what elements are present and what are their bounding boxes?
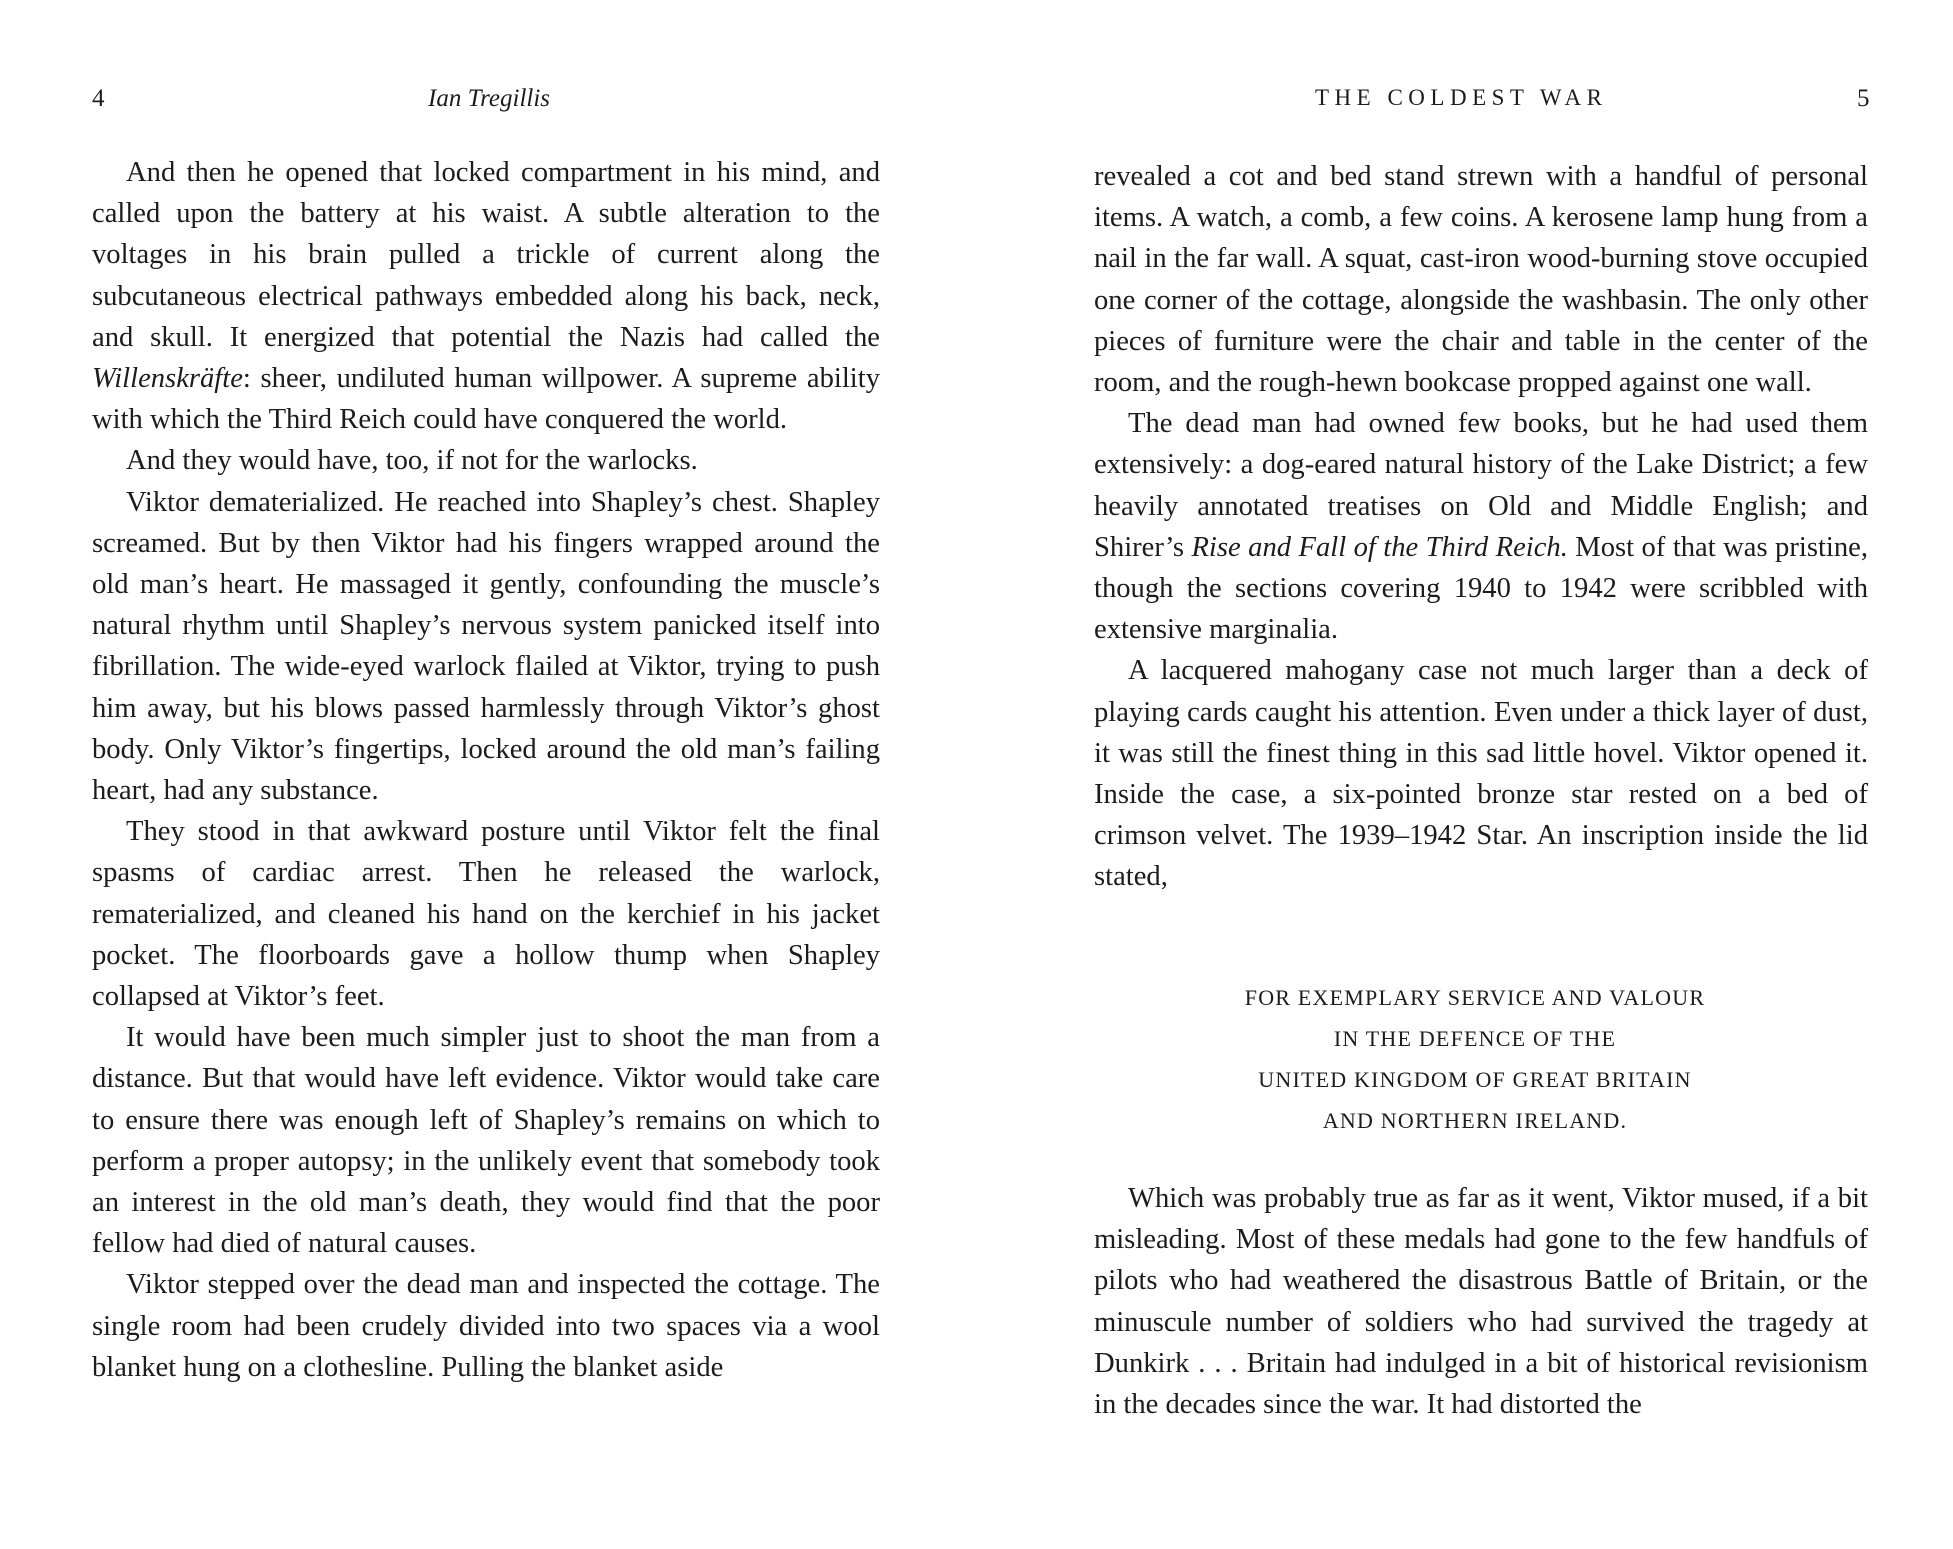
text-run: And then he opened that locked compartment in his mind, and called upon the battery at his waist. A subtle alteration to the voltages in his brain pulled a trickle of current along the subcutaneous electrical pathways embedded along his back, neck, and skull. It energized that potential the Nazis had called the xyxy=(92,157,880,353)
left-page xyxy=(0,0,976,1549)
inscription-line: IN THE DEFENCE OF THE xyxy=(1333,1026,1617,1051)
right-running-head: THE COLDEST WAR xyxy=(1315,85,1608,110)
paragraph xyxy=(92,811,880,1017)
right-body-text-bottom xyxy=(1094,1178,1868,1425)
paragraph xyxy=(92,482,880,812)
text-run: Viktor dematerialized. He reached into Shapley’s chest. Shapley screamed. But by then Viktor had his fingers wrapped around the old man’s heart. He massaged it gently, confounding the muscle’s natural rhythm until Shapley’s nervous system panicked itself into fibrillation. The wide-eyed warlock flailed at Viktor, trying to push him away, but his blows passed harmlessly through Viktor’s ghost body. Only Viktor’s fingertips, locked around the old man’s failing heart, had any substance. xyxy=(92,486,880,807)
text-run: Most of that was pristine, though the sections covering 1940 to 1942 were scribbled with extensive marginalia. xyxy=(1094,531,1868,646)
text-run: A lacquered mahogany case not much larger than a deck of playing cards caught his attention. Even under a thick layer of dust, it was still the finest thing in this sad little hovel. Viktor opened it. Inside the case, a six-pointed bronze star rested on a bed of crimson velvet. The 1939–1942 Star. An inscription inside the lid stated, xyxy=(1094,655,1868,893)
left-running-head: Ian Tregillis xyxy=(428,85,551,112)
text-run: Which was probably true as far as it went, Viktor mused, if a bit misleading. Most of these medals had gone to the few handfuls of pilots who had weathered the disastrous Battle of Britain, or the minuscule number of soldiers who had survived the tragedy at Dunkirk . . . Britain had indulged in a bit of historical revisionism in the decades since the war. It had distorted the xyxy=(1094,1183,1868,1421)
text-run: The dead man had owned few books, but he had used them extensively: a dog-eared natural history of the Lake District; a few heavily annotated treatises on Old and Middle English; and Shirer’s xyxy=(1094,408,1868,563)
paragraph xyxy=(92,152,880,440)
italic-text: Willenskräfte xyxy=(92,363,243,395)
inscription-line: UNITED KINGDOM OF GREAT BRITAIN xyxy=(1258,1067,1692,1092)
paragraph xyxy=(92,440,880,481)
paragraph xyxy=(1094,1178,1868,1425)
right-page-number: 5 xyxy=(1857,85,1870,112)
inscription-line: AND NORTHERN IRELAND. xyxy=(1322,1108,1628,1133)
text-run: And they would have, too, if not for the warlocks. xyxy=(126,445,698,477)
text-run: revealed a cot and bed stand strewn with a handful of personal items. A watch, a comb, a few coins. A kerosene lamp hung from a nail in the far wall. A squat, cast-iron wood-burning stove occupied one corner of the cottage, alongside the washbasin. The only other pieces of furniture were the chair and table in the center of the room, and the rough-hewn bookcase propped against one wall. xyxy=(1094,161,1868,399)
medal-inscription xyxy=(1095,977,1855,1141)
inscription-line: FOR EXEMPLARY SERVICE AND VALOUR xyxy=(1244,985,1706,1010)
left-page-number: 4 xyxy=(92,85,105,112)
paragraph xyxy=(92,1017,880,1264)
gutter xyxy=(953,0,1010,1549)
text-run: : sheer, undiluted human willpower. A supreme ability with which the Third Reich could have conquered the world. xyxy=(92,363,880,436)
italic-text: Rise and Fall of the Third Reich. xyxy=(1191,531,1568,563)
paragraph xyxy=(1094,650,1868,897)
paragraph xyxy=(1094,403,1868,650)
text-run: They stood in that awkward posture until Viktor felt the final spasms of cardiac arrest. Then he released the warlock, rematerialized, and cleaned his hand on the kerchief in his jacket pocket. The floorboards gave a hollow thump when Shapley collapsed at Viktor’s feet. xyxy=(92,816,880,1013)
text-run: It would have been much simpler just to shoot the man from a distance. But that would have left evidence. Viktor would take care to ensure there was enough left of Shapley’s remains on which to perform a proper autopsy; in the unlikely event that somebody took an interest in the old man’s death, they would find that the poor fellow had died of natural causes. xyxy=(92,1022,880,1260)
paragraph xyxy=(1094,156,1868,403)
left-body-text xyxy=(92,152,880,1388)
paragraph xyxy=(92,1264,880,1388)
right-body-text-top xyxy=(1094,156,1868,898)
text-run: Viktor stepped over the dead man and inspected the cottage. The single room had been crudely divided into two spaces via a wool blanket hung on a clothesline. Pulling the blanket aside xyxy=(92,1269,880,1383)
